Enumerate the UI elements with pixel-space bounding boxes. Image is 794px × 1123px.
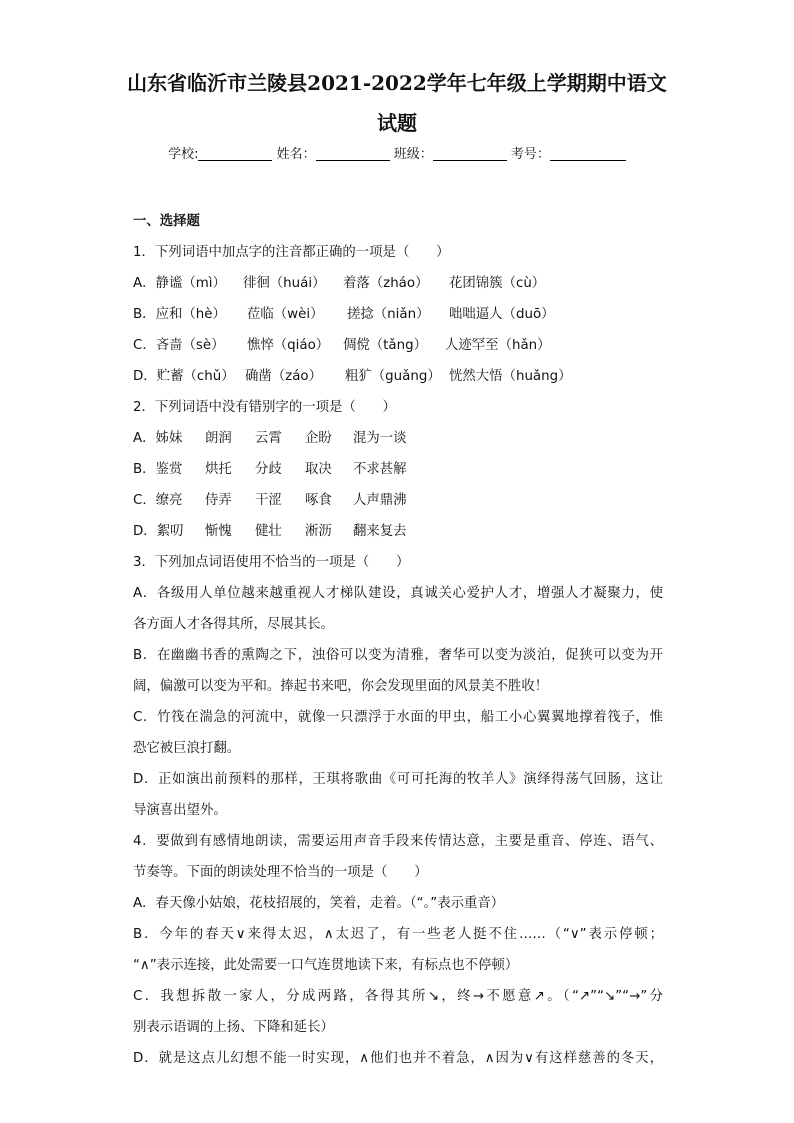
q4-stem-line1: 4．要做到有感情地朗读，需要运用声音手段来传情达意，主要是重音、停连、语气、 [133,834,663,849]
number-label: 考号： [510,147,550,162]
q2-a-w5: 混为一谈 [353,431,407,446]
q2-b-w2: 烘托 [205,462,232,477]
q1-a-w4: 花团锦簇（cù） [449,276,546,291]
q3-stem: 3．下列加点词语使用不恰当的一项是（ ） [133,555,410,570]
q2-c-w4: 啄食 [305,493,332,508]
q3-option-b-line1: B．在幽幽书香的熏陶之下，浊俗可以变为清雅，奢华可以变为淡泊，促狭可以变为开 [133,648,663,663]
exam-title-line1: 山东省临沂市兰陵县2021-2022学年七年级上学期期中语文 [127,71,667,95]
q2-d-w1: D．絮叨 [133,524,184,539]
q2-d-w5: 翻来复去 [353,524,407,539]
questions [133,206,663,1074]
q1-stem: 1．下列词语中加点字的注音都正确的一项是（ ） [133,245,450,260]
q1-d-w3: 粗犷（guǎng） [345,369,441,384]
q1-option-a [133,268,663,299]
q3-option-a-line2: 各方面人才各得其所，尽展其长。 [133,617,334,632]
q2-b-w5: 不求甚解 [353,462,407,477]
q2-option-c [133,485,663,516]
q1-c-w4: 人迹罕至（hǎn） [445,338,551,353]
q4-option-d-line1: D．就是这点儿幻想不能一时实现，∧他们也并不着急，∧因为∨有这样慈善的冬天， [133,1051,663,1066]
q4-option-b-line2: “∧”表示连接，此处需要一口气连贯地读下来，有标点也不停顿） [133,958,519,973]
q2-a-w1: A．姊妹 [133,431,183,446]
q4-option-a-line1: A．春天像小姑娘，花枝招展的，笑着，走着。（“。”表示重音） [133,896,505,911]
name-label: 姓名： [276,147,316,162]
q2-c-w5: 人声鼎沸 [353,493,407,508]
q1-option-c [133,330,663,361]
q2-b-w3: 分歧 [255,462,282,477]
q1-c-w1: C．吝啬（sè） [133,338,225,353]
q1-b-w2: 莅临（wèi） [247,307,324,322]
q2-d-w2: 惭愧 [205,524,232,539]
q4-option-b-line1: B．今年的春天∨来得太迟，∧太迟了，有一些老人挺不住……（“∨”表示停顿； [133,927,663,942]
q1-option-d [133,361,663,392]
q1-a-w2: 徘徊（huái） [243,276,326,291]
q2-a-w2: 朗润 [205,431,232,446]
q4-stem-line2: 节奏等。下面的朗读处理不恰当的一项是（ ） [133,865,428,880]
q3-option-a-line1: A．各级用人单位越来越重视人才梯队建设，真诚关心爱护人才，增强人才凝聚力，使 [133,586,663,601]
q2-c-w1: C．缭亮 [133,493,183,508]
q3-option-c-line2: 恐它被巨浪打翻。 [133,741,241,756]
q3-option-c-line1: C．竹筏在湍急的河流中，就像一只漂浮于水面的甲虫，船工小心翼翼地撑着筏子，惟 [133,710,663,725]
q1-a-w3: 着落（zháo） [343,276,429,291]
q1-d-w4: 恍然大悟（huǎng） [449,369,572,384]
q1-d-w2: 确凿（záo） [245,369,322,384]
q1-d-w1: D．贮蓄（chǔ） [133,369,235,384]
class-label: 班级： [393,147,433,162]
class-blank[interactable] [433,146,507,161]
exam-title-line2: 试题 [377,111,417,135]
q2-c-w3: 干涩 [255,493,282,508]
q3-option-b-line2: 阔，偏激可以变为平和。捧起书来吧，你会发现里面的风景美不胜收！ [133,679,549,694]
q2-d-w4: 淅沥 [305,524,332,539]
q1-option-b [133,299,663,330]
q1-c-w3: 倜傥（tǎng） [343,338,428,353]
school-label: 学校: [168,147,199,162]
student-info-row [0,146,794,164]
q3-option-d-line2: 导演喜出望外。 [133,803,227,818]
q4-option-c-line1: C．我想拆散一家人，分成两路，各得其所↘，终→不愿意↗。（“↗”“↘”“→”分 [133,989,663,1004]
q2-option-d [133,516,663,547]
q2-option-b [133,454,663,485]
q3-option-d-line1: D．正如演出前预料的那样，王琪将歌曲《可可托海的牧羊人》演绎得荡气回肠，这让 [133,772,663,787]
section-heading: 一、选择题 [133,214,200,229]
q2-c-w2: 侍弄 [205,493,232,508]
q2-b-w1: B．鉴赏 [133,462,183,477]
q1-a-w1: A．静谧（mì） [133,276,226,291]
school-blank[interactable] [198,146,272,161]
name-blank[interactable] [316,146,390,161]
q2-option-a [133,423,663,454]
number-blank[interactable] [550,146,626,161]
q2-stem: 2．下列词语中没有错别字的一项是（ ） [133,400,396,415]
q2-a-w3: 云霄 [255,431,282,446]
q1-c-w2: 憔悴（qiáo） [247,338,330,353]
q4-option-c-line2: 别表示语调的上扬、下降和延长） [133,1020,334,1035]
q2-d-w3: 健壮 [255,524,282,539]
q2-a-w4: 企盼 [305,431,332,446]
q1-b-w3: 搓捻（niǎn） [347,307,430,322]
q1-b-w1: B．应和（hè） [133,307,226,322]
q2-b-w4: 取决 [305,462,332,477]
q1-b-w4: 咄咄逼人（duō） [449,307,555,322]
